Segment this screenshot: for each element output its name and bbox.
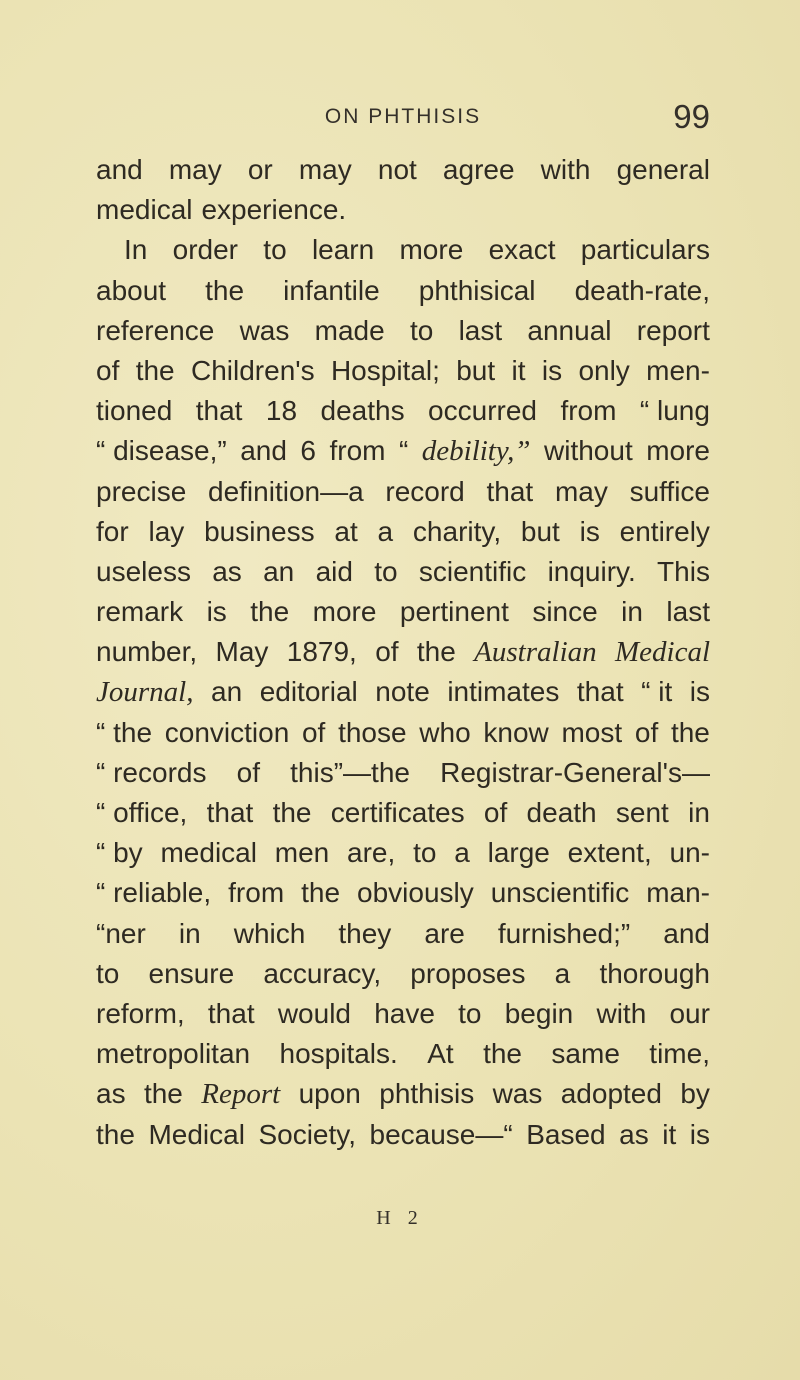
word: business <box>204 515 315 547</box>
word: tioned <box>96 395 173 427</box>
word: report <box>636 314 710 346</box>
word: learn <box>311 234 375 266</box>
word: may <box>168 154 222 185</box>
word: editorial <box>259 676 358 708</box>
word: the <box>143 1078 183 1110</box>
word: and <box>663 917 710 949</box>
text-line <box>96 713 710 753</box>
word: reform, <box>96 997 185 1029</box>
word: may <box>554 475 608 507</box>
word: At <box>427 1038 454 1070</box>
text-line <box>96 672 710 712</box>
word: in <box>688 797 710 828</box>
word: lay <box>148 515 185 547</box>
word: is <box>689 676 710 708</box>
word: exact <box>488 234 556 266</box>
word: certificates <box>330 797 465 828</box>
word: in <box>621 596 643 628</box>
word: annual <box>527 314 612 346</box>
word: same <box>551 1038 620 1070</box>
word: of <box>375 636 399 668</box>
word: know <box>483 716 549 748</box>
word: Medical <box>148 1118 245 1150</box>
word: “ office, <box>96 797 188 828</box>
word: of <box>301 716 326 748</box>
word: deaths <box>320 395 405 427</box>
word: of <box>483 797 508 828</box>
word: to <box>413 837 437 869</box>
text-line <box>96 873 710 913</box>
word: only <box>578 354 630 386</box>
word: may <box>298 154 352 185</box>
word: “ by <box>96 837 143 869</box>
word: phthisical <box>418 274 536 306</box>
word: note <box>375 676 430 708</box>
word: have <box>374 997 435 1029</box>
word: to <box>458 997 482 1029</box>
word: In <box>124 234 148 266</box>
word: “ disease,” <box>96 435 227 467</box>
word: it <box>662 1118 677 1150</box>
word: “ reliable, <box>96 877 212 909</box>
word: the <box>301 877 341 909</box>
word: general <box>616 154 710 185</box>
word: entirely <box>619 515 710 547</box>
word: a <box>377 515 394 547</box>
text-line <box>96 190 710 230</box>
word: the <box>483 1038 523 1070</box>
word: phthisis <box>379 1078 475 1110</box>
word: occurred <box>428 395 537 427</box>
word: in <box>178 917 201 949</box>
word: last <box>458 314 503 346</box>
word: at <box>334 515 358 547</box>
text-line <box>96 512 710 552</box>
word: conviction <box>164 716 290 748</box>
word: those <box>338 716 407 748</box>
word: men- <box>646 354 710 386</box>
word: of <box>236 756 260 788</box>
text-line <box>96 472 710 512</box>
running-head <box>96 98 710 135</box>
text-line <box>96 632 710 672</box>
text-line <box>96 1074 710 1114</box>
word: Registrar-General's— <box>440 756 710 788</box>
text-line <box>96 833 710 873</box>
word: record <box>385 475 465 507</box>
word: man- <box>646 877 710 909</box>
word: medical <box>160 837 257 869</box>
signature-mark: H 2 <box>376 1207 424 1229</box>
word: not <box>377 154 417 185</box>
word: infantile <box>283 274 380 306</box>
word: intimates <box>447 676 560 708</box>
word: the <box>272 797 312 828</box>
word: remark <box>96 596 184 628</box>
text-line <box>96 150 710 190</box>
word: that <box>207 997 255 1029</box>
word: Based <box>526 1118 606 1150</box>
word: inquiry. <box>547 555 636 587</box>
word: or <box>247 154 273 185</box>
word: ensure <box>148 957 235 989</box>
word: more <box>312 596 377 628</box>
word: was <box>239 314 290 346</box>
word: as <box>96 1078 126 1110</box>
word: hospitals. <box>279 1038 398 1070</box>
word: scientific <box>418 555 527 587</box>
word: large <box>487 837 550 869</box>
word: is <box>206 596 227 628</box>
text-line <box>96 431 710 471</box>
word: an <box>211 676 243 708</box>
text-line <box>96 1034 710 1074</box>
word: “ lung <box>639 395 710 427</box>
word: to <box>263 234 287 266</box>
word: 18 <box>265 395 298 427</box>
word: is <box>541 354 563 386</box>
word: from <box>329 435 386 467</box>
word: begin <box>504 997 574 1029</box>
word: from <box>228 877 285 909</box>
word: but <box>520 515 560 547</box>
word: “ records <box>96 756 207 788</box>
word: aid <box>315 555 353 587</box>
word: “ the <box>96 716 153 748</box>
word: particulars <box>580 234 710 266</box>
word: as <box>212 555 242 587</box>
word: as <box>619 1118 649 1150</box>
word: unscientific <box>490 877 630 909</box>
word: May <box>215 636 269 668</box>
word: by <box>680 1078 710 1110</box>
word: with <box>540 154 591 185</box>
page-number: 99 <box>673 98 710 135</box>
word: Hospital; <box>330 354 440 386</box>
word: thorough <box>599 957 710 989</box>
word: that <box>576 676 624 708</box>
word: since <box>532 596 598 628</box>
word: they <box>338 917 392 949</box>
word: precise <box>96 475 187 507</box>
word: suffice <box>629 475 710 507</box>
word: is <box>689 1118 710 1150</box>
text-line <box>96 552 710 592</box>
word: a <box>554 957 571 989</box>
body-text <box>96 150 710 1155</box>
word: men <box>274 837 330 869</box>
text-line <box>96 230 710 270</box>
word: for <box>96 515 129 547</box>
italic-word: Australian <box>474 636 597 669</box>
word: an <box>263 555 295 587</box>
text-line <box>96 954 710 994</box>
word: to <box>374 555 398 587</box>
word: the <box>416 636 456 668</box>
running-title: ON PHTHISIS <box>324 105 482 128</box>
word: about <box>96 274 167 306</box>
word: reference <box>96 314 215 346</box>
word: are <box>424 917 465 949</box>
word: it <box>511 354 526 386</box>
word: accuracy, <box>263 957 382 989</box>
word: agree <box>442 154 515 185</box>
word: this”—the <box>290 756 410 788</box>
word: un- <box>669 837 710 869</box>
word: sent <box>615 797 669 828</box>
text-line <box>96 592 710 632</box>
word: number, <box>96 636 198 668</box>
word: our <box>669 997 710 1029</box>
word: is <box>579 515 600 547</box>
word: furnished;” <box>497 917 631 949</box>
word: but <box>456 354 496 386</box>
word: a <box>454 837 470 869</box>
word: 6 <box>300 435 316 467</box>
word: the <box>205 274 245 306</box>
word: last <box>666 596 710 628</box>
word: upon <box>298 1078 361 1110</box>
word: from <box>560 395 617 427</box>
word: that <box>486 475 534 507</box>
word: obviously <box>357 877 474 909</box>
text-line <box>96 391 710 431</box>
word: This <box>657 555 710 587</box>
italic-word: Journal, <box>96 676 194 709</box>
text-line <box>96 994 710 1034</box>
text-line <box>96 351 710 391</box>
word: extent, <box>567 837 652 869</box>
word: of <box>96 354 120 386</box>
word: who <box>419 716 471 748</box>
word: adopted <box>560 1078 662 1110</box>
text-line <box>96 753 710 793</box>
word: the <box>670 716 710 748</box>
word: more <box>646 435 710 467</box>
word: medical <box>96 194 193 226</box>
word: death <box>526 797 597 828</box>
word: because—“ <box>369 1118 513 1150</box>
word: useless <box>96 555 191 587</box>
word: with <box>596 997 647 1029</box>
word: metropolitan <box>96 1038 251 1070</box>
word: Children's <box>190 354 315 386</box>
word: made <box>314 314 385 346</box>
word: would <box>277 997 351 1029</box>
word: Society, <box>258 1118 356 1150</box>
word: and <box>240 435 287 467</box>
word: the <box>96 1118 135 1150</box>
text-line <box>96 1115 710 1155</box>
word: “ner <box>96 917 146 949</box>
word: and <box>96 154 143 185</box>
word: to <box>96 957 120 989</box>
word: which <box>233 917 306 949</box>
word: proposes <box>410 957 526 989</box>
word: death-rate, <box>574 274 710 306</box>
text-line <box>96 311 710 351</box>
word: experience. <box>201 194 347 226</box>
word: that <box>206 797 254 828</box>
word: “ <box>398 435 409 467</box>
italic-word: Report <box>201 1078 281 1111</box>
word: without <box>544 435 633 467</box>
word: 1879, <box>286 636 357 668</box>
word: that <box>195 395 243 427</box>
word: definition—a <box>208 475 364 507</box>
word: time, <box>649 1038 710 1070</box>
word: charity, <box>412 515 502 547</box>
word: order <box>172 234 239 266</box>
word: most <box>561 716 623 748</box>
word: the <box>135 354 175 386</box>
word: “ it <box>641 676 673 708</box>
word: are, <box>347 837 396 869</box>
word: pertinent <box>399 596 509 628</box>
text-line <box>96 914 710 954</box>
italic-word: Medical <box>614 636 710 669</box>
word: was <box>492 1078 543 1110</box>
text-line <box>96 793 710 833</box>
word: more <box>399 234 464 266</box>
word: to <box>409 314 434 346</box>
italic-word: debility,” <box>421 435 531 468</box>
word: of <box>634 716 659 748</box>
text-line <box>96 271 710 311</box>
word: the <box>250 596 290 628</box>
